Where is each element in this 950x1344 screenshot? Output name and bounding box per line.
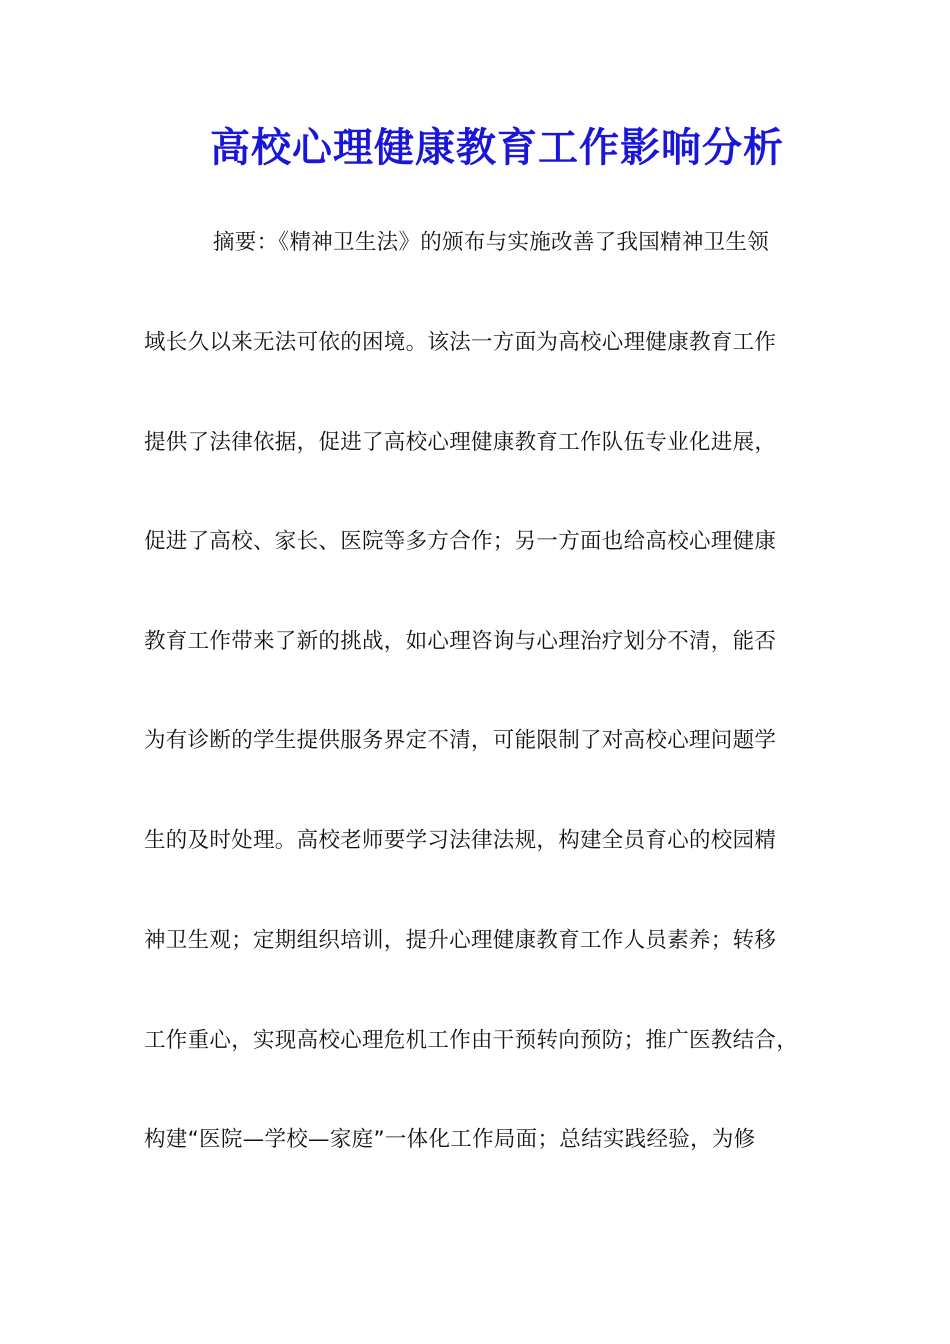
paragraph-line-1: 摘要：《精神卫生法》的颁布与实施改善了我国精神卫生领 <box>213 230 770 255</box>
paragraph-line-4: 促进了高校、家长、医院等多方合作；另一方面也给高校心理健康 <box>144 529 777 554</box>
paragraph-line-7: 生的及时处理。高校老师要学习法律法规，构建全员育心的校园精 <box>144 828 777 853</box>
paragraph-line-8: 神卫生观；定期组织培训，提升心理健康教育工作人员素养；转移 <box>144 928 777 953</box>
paragraph-line-6: 为有诊断的学生提供服务界定不清，可能限制了对高校心理问题学 <box>144 728 777 753</box>
paragraph-line-5: 教育工作带来了新的挑战，如心理咨询与心理治疗划分不清，能否 <box>144 629 777 654</box>
document-title: 高校心理健康教育工作影响分析 <box>210 124 784 171</box>
paragraph-line-3: 提供了法律依据，促进了高校心理健康教育工作队伍专业化进展， <box>144 430 777 455</box>
paragraph-line-9: 工作重心，实现高校心理危机工作由干预转向预防；推广医教结合， <box>144 1028 799 1053</box>
paragraph-line-2: 域长久以来无法可依的困境。该法一方面为高校心理健康教育工作 <box>144 330 777 355</box>
paragraph-line-10: 构建“医院—学校—家庭”一体化工作局面；总结实践经验，为修 <box>144 1127 756 1152</box>
